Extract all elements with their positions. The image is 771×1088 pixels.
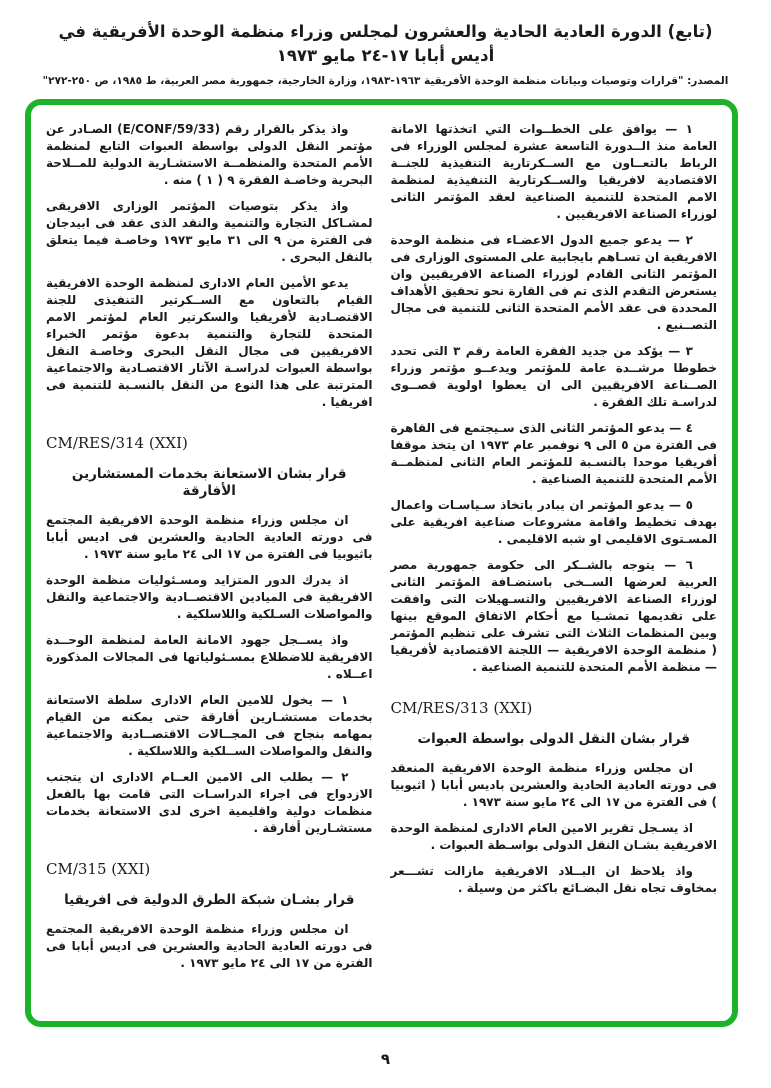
resolution-314-paragraph: ٢ — يطلب الى الامين العــام الادارى ان يتجنب الازدواج فى اجراء الدراسـات التى قامت بها بالفعل منظمات دولية واقليمية اخرى لدى الاستعانة بخدمات مستشـارين أفارقة . bbox=[46, 770, 373, 835]
resolution-ref-314: CM/RES/314 (XXI) bbox=[46, 434, 188, 452]
recital-paragraph: واذ يذكر بالقرار رقم (E/CONF/59/33) الصـادر عن مؤتمر النقل الدولى بواسطة العبوات التابع لمنظمة الأمم المتحدة والمنظمــة الاستشـارية الدولية للمــلاحة البحرية وخاصـة الفقرة ٩ ( ١ ) منه . bbox=[46, 122, 373, 187]
two-column-layout bbox=[31, 105, 732, 1021]
document-header bbox=[34, 20, 737, 87]
resolution-title-315: قرار بشـان شبكة الطرق الدولية فى افريقيا bbox=[64, 892, 355, 908]
column-left bbox=[46, 121, 373, 1013]
source-line: المصدر: "قرارات وتوصيات وبيانات منظمة الوحدة الأفريقية ١٩٦٣-١٩٨٣، وزارة الخارجية، جمهورية مصر العربية، ط ١٩٨٥، ص ٢٥٠-٢٧٢" bbox=[42, 74, 729, 87]
page-number: ٩ bbox=[380, 1050, 391, 1068]
column-right bbox=[391, 121, 718, 1013]
resolution-314-paragraph: ان مجلس وزراء منظمة الوحدة الافريقية المجتمع فى دورته العادية الحادية والعشرين فى اديس أبابا باثيوبيا فى الفترة من ١٧ الى ٢٤ مايو سنة ١٩٧٣ . bbox=[46, 513, 373, 561]
resolution-314-paragraph: اذ يدرك الدور المتزايد ومسـئوليات منظمة الوحدة الافريقية فى الميادين الاقتصــادية والاجتماعية والنقل والمواصلات السـلكية واللاسلكية . bbox=[46, 573, 373, 621]
resolution-313-paragraph: اذ يسـجل تقرير الامين العام الادارى لمنظمة الوحدة الافريقية بشـان النقل الدولى بواسـطة العبوات . bbox=[390, 821, 717, 852]
numbered-clause-3: ٣ — يؤكد من جديد الفقرة العامة رقم ٣ التى تحدد خطوطا مرشــدة عامة للمؤتمر ويدعــو مؤتمر وزراء الصــناعة الافريقيين الى ان يعطوا اولوية قصــوى لدراسـة تلك الفقرة . bbox=[390, 344, 717, 409]
resolution-314-paragraph: واذ يســجل جهود الامانة العامة لمنظمة الوحــدة الافريقية للاضطلاع بمسـئولياتها فى المجالات المذكورة اعــلاه . bbox=[46, 633, 373, 681]
resolution-313-paragraph: واذ يلاحظ ان البــلاد الافريقية مازالت تشـــعر بمخاوف تجاه نقل البضـائع باكثر من وسيلة . bbox=[390, 864, 717, 895]
numbered-clause-1: ١ — يوافق على الخطــوات التي اتخذتها الامانة العامة منذ الــدورة التاسعة عشرة لمجلس الوزراء فى الرباط بالتعــاون مع الســكرتارية التنفيذية للجنــة الاقتصادية لافريقيا والســكرتارية التنفيذية لمنظمة الامم المتحدة للتنمية الصناعية لعقد المؤتمر الثانى لوزراء الصناعة الافريقيين . bbox=[390, 122, 717, 221]
numbered-clause-4: ٤ — يدعو المؤتمر الثانى الذى سـيجتمع فى القاهرة فى الفترة من ٥ الى ٩ نوفمبر عام ١٩٧٣ ان يتخذ موقفا أفريقيا موحدا بالنسـبة للمؤتمر العام الثانى لمنظمــة الأمم المتحدة للتنمية الصناعية . bbox=[390, 421, 718, 486]
numbered-clause-2: ٢ — يدعو جميع الدول الاعضـاء فى منظمة الوحدة الافريقية ان تسـاهم بايجابية على المستوى الوزارى فى المؤتمر الثانى القادم لوزراء الصناعة الافريقيين وان يستعرض التقدم الذى تم فى القارة نحو تحقيق الأهداف المحددة فى عقد الأمم المتحدة الثانى للتنمية فى مجال التصــنيع . bbox=[390, 233, 717, 332]
session-title: (تابع) الدورة العادية الحادية والعشرون لمجلس وزراء منظمة الوحدة الأفريقية في أديس أبابا ١٧-٢٤ مايو ١٩٧٣ bbox=[58, 22, 713, 65]
resolution-ref-313: CM/RES/313 (XXI) bbox=[390, 699, 533, 717]
page-footer bbox=[0, 1049, 771, 1068]
resolution-313-paragraph: ان مجلس وزراء منظمة الوحدة الافريقية المنعقد فى دورته العادية الحادية والعشرين باديس أبابا ( اثيوبيا ) فى الفترة من ١٧ الى ٢٤ مايو سنة ١٩٧٣ . bbox=[390, 761, 717, 809]
content-frame bbox=[25, 99, 738, 1027]
resolution-ref-315: CM/315 (XXI) bbox=[46, 860, 151, 878]
recital-paragraph: واذ يذكر بتوصيات المؤتمر الوزارى الافريقى لمشـاكل التجارة والتنمية والنقد الذى عقد فى ابيدجان فى الفترة من ٩ الى ٣١ مايو ١٩٧٣ وخاصـة فيما يتعلق بالنقل البحرى . bbox=[46, 199, 373, 264]
resolution-title-314: قرار بشان الاستعانة بخدمات المستشارين الأفارقة bbox=[71, 466, 347, 499]
resolution-title-313: قرار بشان النقل الدولى بواسطة العبوات bbox=[417, 731, 690, 747]
resolution-315-paragraph: ان مجلس وزراء منظمة الوحدة الافريقية المجتمع فى دورته العادية الحادية والعشرين فى اديس أبابا فى الفترة من ١٧ الى ٢٤ مايو ١٩٧٣ . bbox=[46, 922, 373, 970]
numbered-clause-5: ٥ — يدعو المؤتمر ان يبادر باتخاذ سـياسـات واعمال بهدف تخطيط واقامة مشروعات صناعية افريقية على المسـتوى الاقليمى او شبه الاقليمى . bbox=[390, 498, 717, 546]
recital-paragraph: يدعو الأمين العام الادارى لمنظمة الوحدة الافريقية القيام بالتعاون مع الســكرتير التنفيذى للجنة الاقتصـادية لأفريقيا والسكرتير العام لمؤتمر الامم المتحدة للتجارة والتنمية بدعوة مؤتمر الخبراء الافريقيين فى مجال النقل البحرى وخاصـة النقل بواسطة العبوات لدراسـة الآثار الاقتصـادية والاجتماعية المترتبة على هذا النوع من النقل بالنسـبة للتنمية فى افريقيا . bbox=[46, 276, 373, 409]
numbered-clause-6: ٦ — يتوجه بالشــكر الى حكومة جمهورية مصر العربية لعرضها الســخى باستضـافة المؤتمر الثانى لوزراء الصناعة الافريقيين والتسـهيلات التى وافقت على تقديمها تمشـيا مع أحكام الاتفاق الموقع بينها وبين المنظمات الثلاث التى تشرف على تنظيم المؤتمر ( منظمة الوحدة الافريقية — اللجنة الاقتصادية لأفريقيا — منظمة الأمم المتحدة للتنمية الصناعية . bbox=[390, 558, 717, 674]
resolution-314-paragraph: ١ — يخول للامين العام الادارى سلطة الاستعانة بخدمات مستشـارين أفارقة حتى يمكنه من القيام بمهامه بنجاح فى المجــالات الاقتصــادية والاجتماعية والنقل والمواصلات الســلكية واللاسلكية . bbox=[46, 693, 373, 758]
